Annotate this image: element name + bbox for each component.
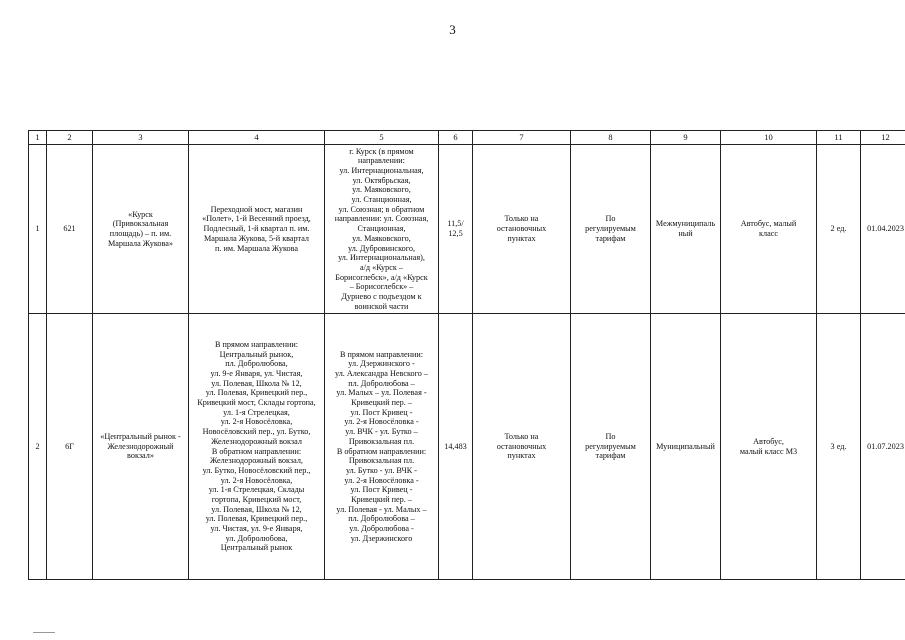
header-cell: 4 (189, 131, 325, 145)
vehicle-count: 2 ед. (817, 145, 861, 314)
route-stops: В прямом направлении: Центральный рынок, пл. Добролюбова, ул. 9-е Января, ул. Чистая, ул. Полевая, Школа № 12, ул. Полевая, Кривецкий пер., Кривецкий мост, Склады гортопа, ул. 1-я Стрелецкая, ул. 2-я Новосёловка, Новосёловский пер., ул. Бутко, Железнодорожный вокзал В обратном направлении: Железнодорожный вокзал, ул. Бутко, Новосёловский пер., ул. 2-я Новосёловка, ул. 1-я Стрелецкая, Склады гортопа, Кривецкий мост, ул. Полевая, Школа № 12, ул. Полевая, Кривецкий пер., ул. Чистая, ул. 9-е Января, ул. Добролюбова, Центральный рынок (189, 314, 325, 580)
route-name: «Центральный рынок - Железнодорожный вокзал» (93, 314, 189, 580)
route-number: 6Г (47, 314, 93, 580)
route-length: 11,5/ 12,5 (439, 145, 473, 314)
header-cell: 6 (439, 131, 473, 145)
route-name: «Курск (Привокзальная площадь) – п. им. Маршала Жукова» (93, 145, 189, 314)
table-row (29, 314, 905, 580)
header-cell: 8 (571, 131, 651, 145)
row-number: 1 (29, 145, 47, 314)
vehicle-class: Автобус, малый класс (721, 145, 817, 314)
scan-mark (33, 632, 55, 636)
vehicle-count: 3 ед. (817, 314, 861, 580)
header-cell: 3 (93, 131, 189, 145)
tariff-type: По регулируемым тарифам (571, 314, 651, 580)
start-date: 01.04.2023 (861, 145, 905, 314)
route-streets: В прямом направлении: ул. Дзержинского - ул. Александра Невского – пл. Добролюбова – ул. Малых – ул. Полевая - Кривецкий пер. – ул. Пост Кривец - ул. 2-я Новосёловка - ул. ВЧК - ул. Бутко – Привокзальная пл. В обратном направлении: Привокзальная пл. ул. Бутко - ул. ВЧК - ул. 2-я Новосёловка - ул. Пост Кривец - Кривецкий пер. – ул. Полевая - ул. Малых – пл. Добролюбова – ул. Добролюбова - ул. Дзержинского (325, 314, 439, 580)
header-cell: 10 (721, 131, 817, 145)
route-stops: Переходной мост, магазин «Полет», 1-й Весенний проезд, Подлесный, 1-й квартал п. им. Маршала Жукова, 5-й квартал п. им. Маршала Жукова (189, 145, 325, 314)
routes-table (28, 130, 905, 580)
header-cell: 5 (325, 131, 439, 145)
header-cell: 11 (817, 131, 861, 145)
table-row (29, 145, 905, 314)
header-cell: 1 (29, 131, 47, 145)
route-type: Межмуниципаль ный (651, 145, 721, 314)
stop-order: Только на остановочных пунктах (473, 314, 571, 580)
header-cell: 2 (47, 131, 93, 145)
header-row (29, 131, 905, 145)
header-cell: 12 (861, 131, 905, 145)
route-streets: г. Курск (в прямом направлении: ул. Интернациональная, ул. Октябрьская, ул. Маяковского, ул. Станционная, ул. Союзная; в обратном направлении: ул. Союзная, Станционная, ул. Маяковского, ул. Дубровинского, ул. Интернациональная), а/д «Курск – Борисоглебск», а/д «Курск – Борисоглебск» – Дурнево с подъездом к воинской части (325, 145, 439, 314)
tariff-type: По регулируемым тарифам (571, 145, 651, 314)
route-length: 14,483 (439, 314, 473, 580)
start-date: 01.07.2023 (861, 314, 905, 580)
header-cell: 9 (651, 131, 721, 145)
header-cell: 7 (473, 131, 571, 145)
route-number: 621 (47, 145, 93, 314)
vehicle-class: Автобус, малый класс М3 (721, 314, 817, 580)
page-number: 3 (449, 22, 456, 37)
stop-order: Только на остановочных пунктах (473, 145, 571, 314)
row-number: 2 (29, 314, 47, 580)
route-type: Муниципальный (651, 314, 721, 580)
